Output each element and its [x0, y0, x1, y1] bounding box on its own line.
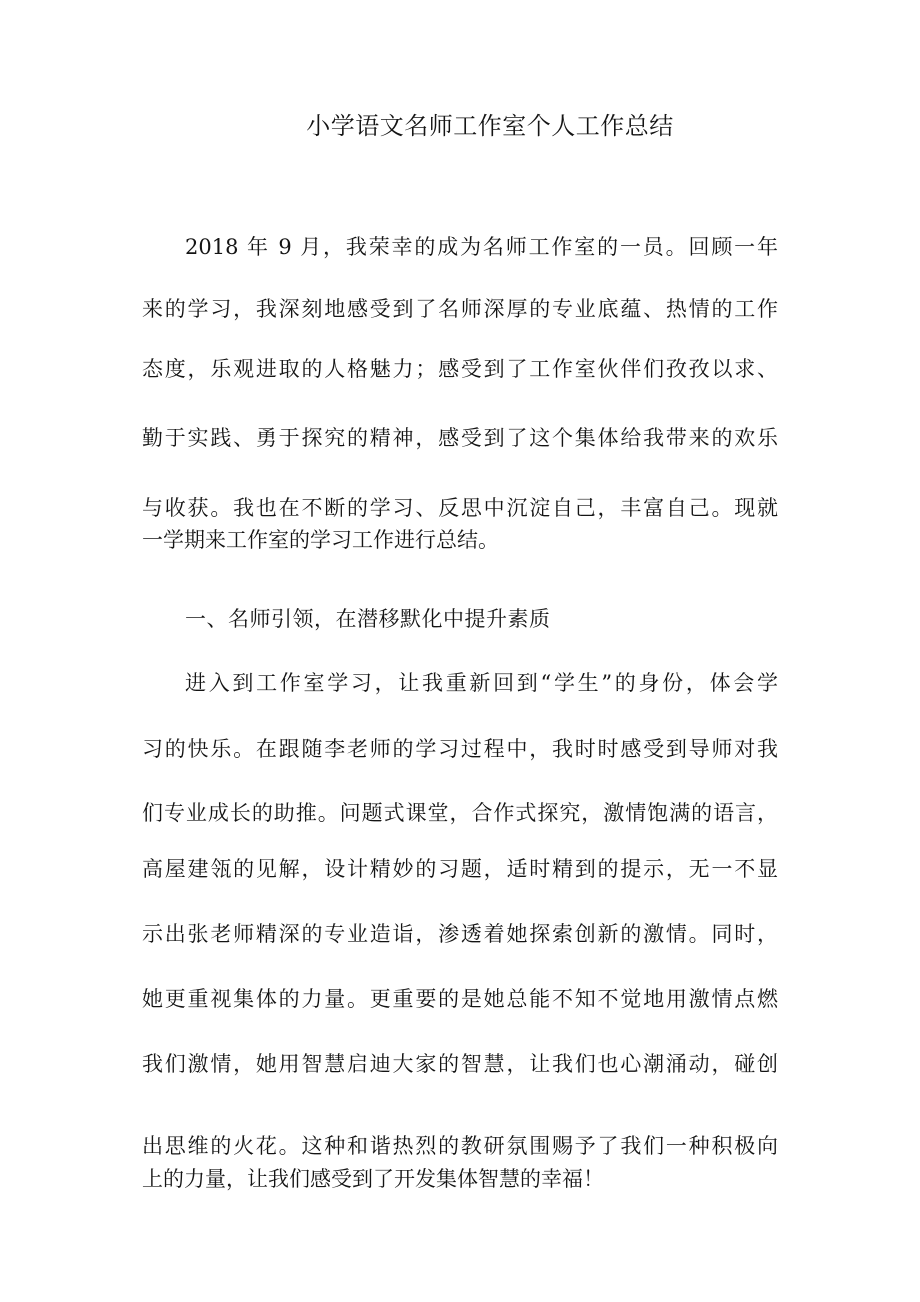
paragraph-line: 她更重视集体的力量。更重要的是她总能不知不觉地用激情点燃: [142, 987, 778, 1011]
paragraph-line: 与收获。我也在不断的学习、反思中沉淀自己，丰富自己。现就: [142, 496, 778, 520]
paragraph-line: 高屋建瓴的见解，设计精妙的习题，适时精到的提示，无一不显: [142, 857, 778, 881]
document-title: 小学语文名师工作室个人工作总结: [306, 112, 674, 140]
section-heading: 一、名师引领，在潜移默化中提升素质: [185, 607, 551, 631]
paragraph-line: 2018 年 9 月，我荣幸的成为名师工作室的一员。回顾一年: [185, 235, 778, 259]
paragraph-line: 一学期来工作室的学习工作进行总结。: [142, 528, 499, 552]
paragraph-line: 们专业成长的助推。问题式课堂，合作式探究，激情饱满的语言，: [142, 801, 778, 825]
paragraph-line: 出思维的火花。这种和谐热烈的教研氛围赐予了我们一种积极向: [142, 1134, 778, 1158]
paragraph-line: 示出张老师精深的专业造诣，渗透着她探索创新的激情。同时，: [142, 922, 778, 946]
paragraph-line: 我们激情，她用智慧启迪大家的智慧，让我们也心潮涌动，碰创: [142, 1052, 778, 1076]
paragraph-line: 来的学习，我深刻地感受到了名师深厚的专业底蕴、热情的工作: [142, 297, 778, 321]
paragraph-line: 勤于实践、勇于探究的精神，感受到了这个集体给我带来的欢乐: [142, 426, 778, 450]
paragraph-line: 态度，乐观进取的人格魅力；感受到了工作室伙伴们孜孜以求、: [142, 357, 778, 381]
paragraph-line: 上的力量，让我们感受到了开发集体智慧的幸福！: [142, 1167, 604, 1191]
paragraph-line: 进入到工作室学习，让我重新回到“学生”的身份，体会学: [185, 671, 778, 695]
paragraph-line: 习的快乐。在跟随李老师的学习过程中，我时时感受到导师对我: [142, 737, 778, 761]
